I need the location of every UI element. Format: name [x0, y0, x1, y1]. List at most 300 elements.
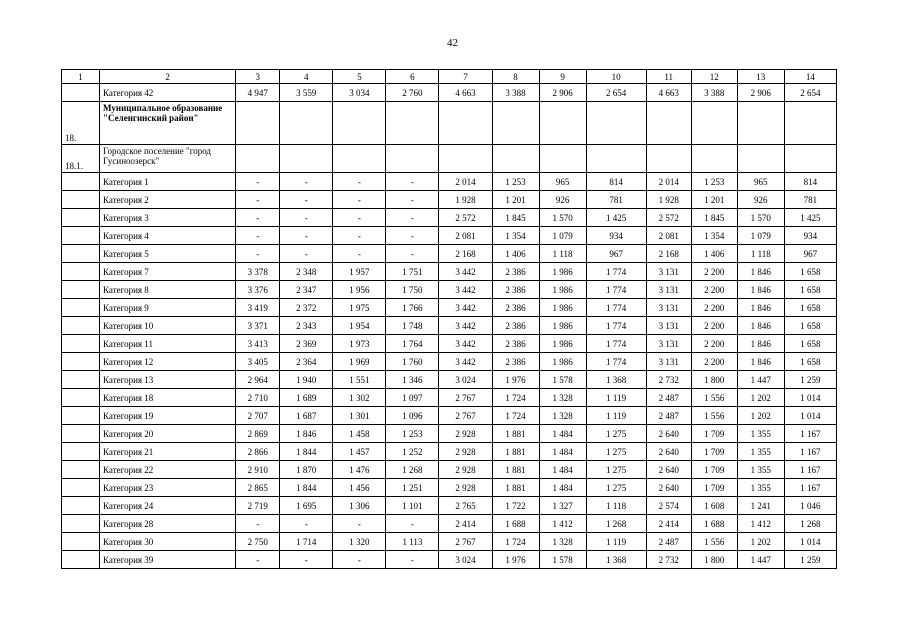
table-row	[62, 227, 837, 245]
value-cell: 1 724	[492, 533, 539, 551]
row-number-cell	[62, 353, 100, 371]
value-cell: 2 014	[646, 173, 691, 191]
value-cell: 1 253	[386, 425, 439, 443]
value-cell: 1 354	[691, 227, 737, 245]
value-cell: 1 355	[737, 425, 784, 443]
value-cell	[386, 102, 439, 145]
table-body	[62, 70, 837, 569]
value-cell: 3 131	[646, 317, 691, 335]
value-cell	[439, 145, 492, 173]
table-row	[62, 425, 837, 443]
value-cell	[737, 145, 784, 173]
value-cell: 1 774	[586, 317, 646, 335]
value-cell: 1 688	[691, 515, 737, 533]
value-cell: -	[386, 227, 439, 245]
value-cell: 1 412	[737, 515, 784, 533]
value-cell: 1 201	[691, 191, 737, 209]
value-cell: 3 388	[691, 84, 737, 102]
value-cell: 2 081	[646, 227, 691, 245]
value-cell: 1 368	[586, 371, 646, 389]
value-cell: 2 710	[236, 389, 280, 407]
value-cell: -	[386, 173, 439, 191]
value-cell: 2 928	[439, 425, 492, 443]
value-cell: 1 167	[784, 425, 836, 443]
value-cell	[691, 145, 737, 173]
value-cell: 965	[539, 173, 586, 191]
value-cell: 3 405	[236, 353, 280, 371]
value-cell: 2 869	[236, 425, 280, 443]
value-cell: 2 865	[236, 479, 280, 497]
value-cell: 1 774	[586, 353, 646, 371]
value-cell: 1 709	[691, 461, 737, 479]
value-cell: 1 306	[333, 497, 386, 515]
column-header: 2	[100, 70, 236, 84]
value-cell: 4 663	[439, 84, 492, 102]
value-cell: 2 347	[280, 281, 333, 299]
column-header: 3	[236, 70, 280, 84]
value-cell: 1 570	[737, 209, 784, 227]
value-cell: 1 268	[586, 515, 646, 533]
value-cell: 1 845	[691, 209, 737, 227]
column-header: 6	[386, 70, 439, 84]
value-cell: 814	[586, 173, 646, 191]
value-cell: 1 458	[333, 425, 386, 443]
value-cell	[586, 102, 646, 145]
value-cell: 3 419	[236, 299, 280, 317]
value-cell: 1 425	[586, 209, 646, 227]
value-cell: -	[333, 227, 386, 245]
table-row	[62, 173, 837, 191]
value-cell: 2 372	[280, 299, 333, 317]
value-cell: 1 118	[737, 245, 784, 263]
value-cell: 1 800	[691, 371, 737, 389]
value-cell: 1 764	[386, 335, 439, 353]
value-cell: 1 709	[691, 479, 737, 497]
column-header: 14	[784, 70, 836, 84]
value-cell: 2 866	[236, 443, 280, 461]
value-cell	[386, 145, 439, 173]
value-cell: 1 551	[333, 371, 386, 389]
value-cell: 1 957	[333, 263, 386, 281]
value-cell: 926	[737, 191, 784, 209]
value-cell: 1 252	[386, 443, 439, 461]
value-cell: 2 572	[439, 209, 492, 227]
value-cell: 1 346	[386, 371, 439, 389]
value-cell: 2 654	[586, 84, 646, 102]
value-cell: 1 658	[784, 353, 836, 371]
value-cell: 2 707	[236, 407, 280, 425]
table-row	[62, 551, 837, 569]
table-row	[62, 335, 837, 353]
value-cell: 1 275	[586, 443, 646, 461]
value-cell: 1 320	[333, 533, 386, 551]
category-name-cell: Категория 18	[100, 389, 236, 407]
value-cell	[539, 145, 586, 173]
value-cell: 3 413	[236, 335, 280, 353]
value-cell: 3 442	[439, 281, 492, 299]
value-cell: 1 578	[539, 551, 586, 569]
value-cell: -	[333, 245, 386, 263]
value-cell: 1 354	[492, 227, 539, 245]
value-cell: 934	[784, 227, 836, 245]
value-cell: 1 608	[691, 497, 737, 515]
category-name-cell: Категория 3	[100, 209, 236, 227]
value-cell: 1 556	[691, 407, 737, 425]
value-cell: 1 202	[737, 407, 784, 425]
value-cell: 2 640	[646, 425, 691, 443]
value-cell: -	[386, 209, 439, 227]
table-row	[62, 209, 837, 227]
value-cell: 2 168	[439, 245, 492, 263]
value-cell: 1 556	[691, 389, 737, 407]
value-cell: 1 881	[492, 479, 539, 497]
value-cell: 1 302	[333, 389, 386, 407]
value-cell: 3 442	[439, 317, 492, 335]
value-cell: 2 343	[280, 317, 333, 335]
value-cell: 4 663	[646, 84, 691, 102]
value-cell	[691, 102, 737, 145]
value-cell: 3 376	[236, 281, 280, 299]
value-cell: 3 442	[439, 263, 492, 281]
value-cell: 1 658	[784, 317, 836, 335]
value-cell: 1 658	[784, 281, 836, 299]
value-cell: 2 200	[691, 281, 737, 299]
value-cell: -	[280, 209, 333, 227]
value-cell: 1 167	[784, 461, 836, 479]
category-name-cell: Категория 21	[100, 443, 236, 461]
value-cell: 2 767	[439, 533, 492, 551]
value-cell: -	[280, 227, 333, 245]
value-cell: 1 484	[539, 461, 586, 479]
value-cell: 1 406	[691, 245, 737, 263]
column-header: 7	[439, 70, 492, 84]
value-cell: 1 079	[539, 227, 586, 245]
table-row	[62, 191, 837, 209]
value-cell: 2 386	[492, 335, 539, 353]
value-cell: 1 201	[492, 191, 539, 209]
value-cell: -	[236, 173, 280, 191]
value-cell: 1 714	[280, 533, 333, 551]
value-cell: 1 689	[280, 389, 333, 407]
value-cell	[236, 102, 280, 145]
category-name-cell: Категория 22	[100, 461, 236, 479]
value-cell: 1 956	[333, 281, 386, 299]
value-cell: 1 355	[737, 461, 784, 479]
value-cell: 1 101	[386, 497, 439, 515]
value-cell	[539, 102, 586, 145]
value-cell: 2 348	[280, 263, 333, 281]
value-cell: 1 844	[280, 443, 333, 461]
value-cell: -	[386, 551, 439, 569]
value-cell: 1 167	[784, 443, 836, 461]
value-cell: 2 760	[386, 84, 439, 102]
value-cell: 1 484	[539, 425, 586, 443]
value-cell: 3 371	[236, 317, 280, 335]
column-header: 10	[586, 70, 646, 84]
category-name-cell: Категория 2	[100, 191, 236, 209]
value-cell: 2 386	[492, 317, 539, 335]
value-cell: 1 928	[439, 191, 492, 209]
value-cell: 1 975	[333, 299, 386, 317]
value-cell: 1 275	[586, 461, 646, 479]
value-cell: 1 928	[646, 191, 691, 209]
value-cell: 1 846	[737, 335, 784, 353]
category-name-cell: Категория 42	[100, 84, 236, 102]
value-cell: 1 800	[691, 551, 737, 569]
value-cell: 3 442	[439, 299, 492, 317]
value-cell	[236, 145, 280, 173]
row-number-cell	[62, 389, 100, 407]
value-cell: 2 640	[646, 443, 691, 461]
value-cell: -	[386, 245, 439, 263]
value-cell: 965	[737, 173, 784, 191]
value-cell: 2 014	[439, 173, 492, 191]
value-cell: 2 719	[236, 497, 280, 515]
value-cell: 1 846	[737, 317, 784, 335]
value-cell: 2 081	[439, 227, 492, 245]
row-number-cell: 18.1.	[62, 145, 100, 173]
row-number-cell	[62, 515, 100, 533]
value-cell	[439, 102, 492, 145]
table-row	[62, 497, 837, 515]
value-cell: 1 079	[737, 227, 784, 245]
value-cell: 2 487	[646, 389, 691, 407]
value-cell: 2 168	[646, 245, 691, 263]
value-cell: 1 014	[784, 533, 836, 551]
value-cell: 1 119	[586, 389, 646, 407]
row-number-cell	[62, 245, 100, 263]
value-cell: 1 845	[492, 209, 539, 227]
value-cell: -	[280, 191, 333, 209]
value-cell: 2 640	[646, 461, 691, 479]
row-number-cell	[62, 299, 100, 317]
value-cell: 2 487	[646, 407, 691, 425]
value-cell: 1 202	[737, 533, 784, 551]
value-cell: 2 414	[646, 515, 691, 533]
value-cell: 2 386	[492, 281, 539, 299]
section-row	[62, 102, 837, 145]
value-cell: 1 412	[539, 515, 586, 533]
value-cell: -	[280, 173, 333, 191]
table-header-row	[62, 70, 837, 84]
value-cell: 1 046	[784, 497, 836, 515]
value-cell: 3 131	[646, 263, 691, 281]
value-cell: 1 986	[539, 263, 586, 281]
value-cell: 1 253	[492, 173, 539, 191]
row-number-cell	[62, 533, 100, 551]
row-number-cell	[62, 191, 100, 209]
value-cell: 1 881	[492, 461, 539, 479]
value-cell	[280, 145, 333, 173]
value-cell: 1 976	[492, 371, 539, 389]
value-cell: 2 906	[539, 84, 586, 102]
value-cell: 2 386	[492, 263, 539, 281]
value-cell: 967	[784, 245, 836, 263]
value-cell: 2 928	[439, 443, 492, 461]
table-row	[62, 263, 837, 281]
category-name-cell: Муниципальное образование "Селенгинский район"	[100, 102, 236, 145]
value-cell: 1 425	[784, 209, 836, 227]
value-cell: 1 986	[539, 281, 586, 299]
row-number-cell	[62, 461, 100, 479]
value-cell: 3 442	[439, 335, 492, 353]
table-row	[62, 353, 837, 371]
value-cell: 1 268	[784, 515, 836, 533]
value-cell: 1 097	[386, 389, 439, 407]
table-row	[62, 281, 837, 299]
value-cell: 814	[784, 173, 836, 191]
category-name-cell: Категория 10	[100, 317, 236, 335]
value-cell	[646, 102, 691, 145]
value-cell: -	[236, 227, 280, 245]
value-cell	[280, 102, 333, 145]
value-cell: 3 131	[646, 353, 691, 371]
row-number-cell: 18.	[62, 102, 100, 145]
value-cell: 3 024	[439, 371, 492, 389]
value-cell: 2 369	[280, 335, 333, 353]
value-cell: 1 119	[586, 407, 646, 425]
value-cell: 1 457	[333, 443, 386, 461]
row-number-cell	[62, 407, 100, 425]
value-cell: 1 556	[691, 533, 737, 551]
value-cell: 1 658	[784, 299, 836, 317]
value-cell: -	[333, 551, 386, 569]
value-cell: 1 774	[586, 281, 646, 299]
value-cell: 2 414	[439, 515, 492, 533]
value-cell: -	[236, 245, 280, 263]
value-cell: 1 986	[539, 299, 586, 317]
value-cell: 1 275	[586, 425, 646, 443]
value-cell: 1 881	[492, 443, 539, 461]
value-cell: 3 131	[646, 299, 691, 317]
value-cell: 1 766	[386, 299, 439, 317]
value-cell: 1 328	[539, 389, 586, 407]
value-cell: 1 724	[492, 389, 539, 407]
value-cell: 1 355	[737, 443, 784, 461]
row-number-cell	[62, 479, 100, 497]
value-cell: 1 328	[539, 533, 586, 551]
value-cell: 3 388	[492, 84, 539, 102]
value-cell: 1 355	[737, 479, 784, 497]
category-name-cell: Категория 5	[100, 245, 236, 263]
value-cell: 1 456	[333, 479, 386, 497]
value-cell: 1 328	[539, 407, 586, 425]
tariff-table	[61, 69, 837, 569]
value-cell: 2 200	[691, 353, 737, 371]
value-cell: 2 910	[236, 461, 280, 479]
value-cell: 3 378	[236, 263, 280, 281]
row-number-cell	[62, 281, 100, 299]
value-cell: 1 447	[737, 551, 784, 569]
value-cell: 1 774	[586, 335, 646, 353]
value-cell: 1 476	[333, 461, 386, 479]
value-cell: 1 118	[586, 497, 646, 515]
column-header: 11	[646, 70, 691, 84]
value-cell: -	[280, 245, 333, 263]
value-cell: 2 200	[691, 335, 737, 353]
value-cell: 3 442	[439, 353, 492, 371]
value-cell: 1 940	[280, 371, 333, 389]
value-cell: -	[236, 551, 280, 569]
row-number-cell	[62, 173, 100, 191]
column-header: 4	[280, 70, 333, 84]
value-cell: 1 986	[539, 317, 586, 335]
value-cell: -	[333, 209, 386, 227]
column-header: 9	[539, 70, 586, 84]
value-cell: 1 976	[492, 551, 539, 569]
value-cell: 1 846	[737, 263, 784, 281]
value-cell: 1 658	[784, 263, 836, 281]
value-cell	[784, 102, 836, 145]
value-cell: 1 658	[784, 335, 836, 353]
category-name-cell: Категория 1	[100, 173, 236, 191]
value-cell: 3 024	[439, 551, 492, 569]
column-header: 1	[62, 70, 100, 84]
value-cell: 1 406	[492, 245, 539, 263]
category-name-cell: Категория 19	[100, 407, 236, 425]
value-cell: 1 484	[539, 479, 586, 497]
value-cell: -	[333, 173, 386, 191]
value-cell: 2 386	[492, 299, 539, 317]
row-number-cell	[62, 443, 100, 461]
value-cell: 1 259	[784, 371, 836, 389]
value-cell: 3 131	[646, 281, 691, 299]
table-row	[62, 443, 837, 461]
table-row	[62, 461, 837, 479]
value-cell: 2 765	[439, 497, 492, 515]
value-cell: 1 578	[539, 371, 586, 389]
value-cell: 1 774	[586, 299, 646, 317]
value-cell: 1 695	[280, 497, 333, 515]
value-cell: 1 014	[784, 389, 836, 407]
value-cell: -	[280, 515, 333, 533]
value-cell: 2 767	[439, 389, 492, 407]
value-cell	[492, 102, 539, 145]
value-cell: 1 881	[492, 425, 539, 443]
value-cell: 2 732	[646, 551, 691, 569]
table-row	[62, 389, 837, 407]
value-cell: 1 096	[386, 407, 439, 425]
category-name-cell: Категория 39	[100, 551, 236, 569]
value-cell: 1 846	[737, 281, 784, 299]
value-cell: 1 760	[386, 353, 439, 371]
value-cell: 4 947	[236, 84, 280, 102]
table-row	[62, 245, 837, 263]
value-cell: 1 954	[333, 317, 386, 335]
value-cell: -	[333, 515, 386, 533]
value-cell: 2 574	[646, 497, 691, 515]
value-cell: 1 014	[784, 407, 836, 425]
value-cell: 1 241	[737, 497, 784, 515]
table-row	[62, 317, 837, 335]
value-cell: 1 447	[737, 371, 784, 389]
table-row	[62, 299, 837, 317]
value-cell: 1 846	[737, 353, 784, 371]
subsection-row	[62, 145, 837, 173]
value-cell: 926	[539, 191, 586, 209]
value-cell: 1 301	[333, 407, 386, 425]
value-cell: 1 986	[539, 335, 586, 353]
value-cell: 781	[784, 191, 836, 209]
value-cell: 1 751	[386, 263, 439, 281]
table-row	[62, 533, 837, 551]
value-cell: 2 964	[236, 371, 280, 389]
value-cell: 1 275	[586, 479, 646, 497]
value-cell: 1 969	[333, 353, 386, 371]
row-number-cell	[62, 371, 100, 389]
value-cell: 967	[586, 245, 646, 263]
value-cell: -	[236, 209, 280, 227]
